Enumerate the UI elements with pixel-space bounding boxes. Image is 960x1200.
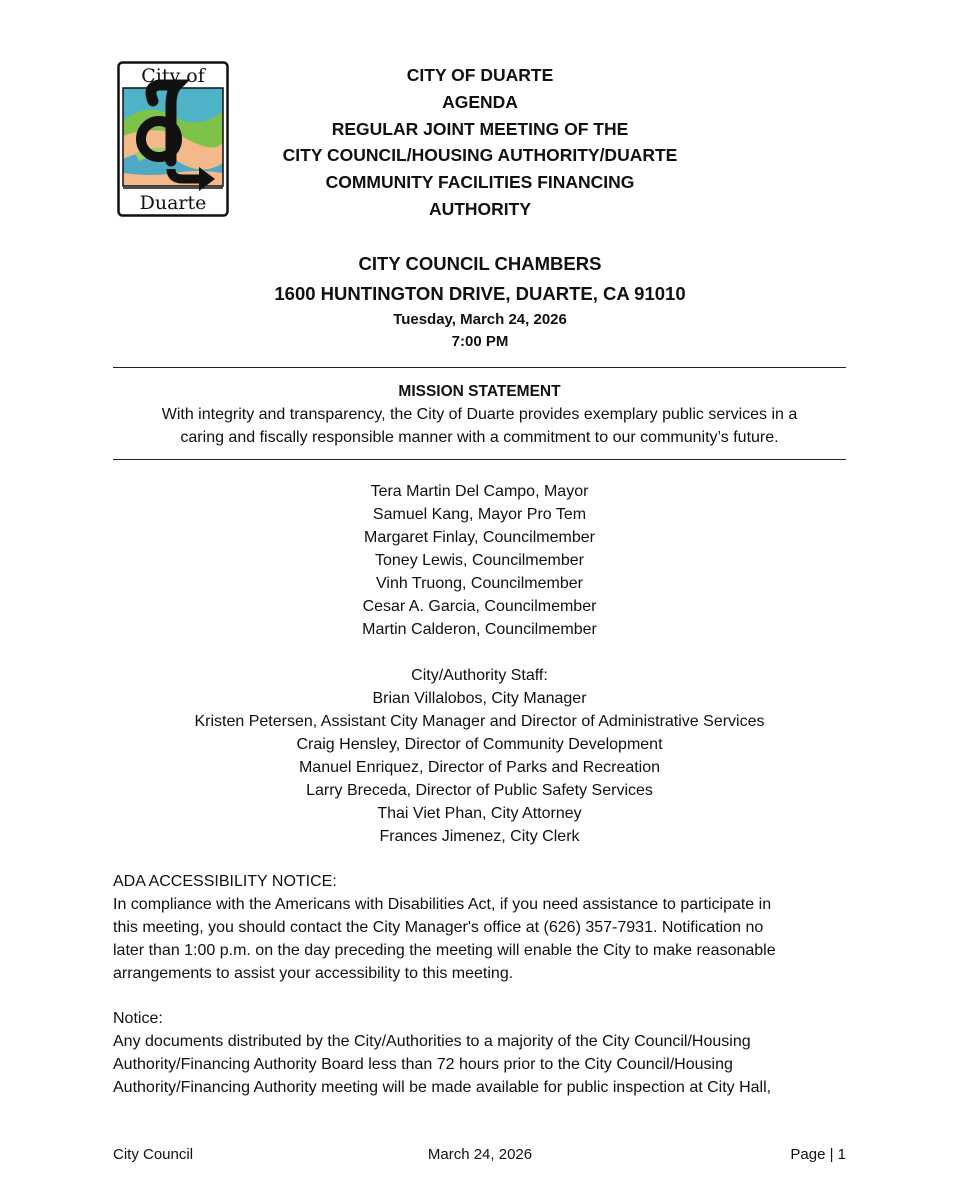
header-line: CITY COUNCIL/HOUSING AUTHORITY/DUARTE (282, 145, 678, 166)
notice-heading: Notice: (113, 1010, 163, 1027)
header-line: AGENDA (442, 91, 518, 112)
logo-top-text: City of (141, 65, 205, 87)
council-member: Cesar A. Garcia, Councilmember (362, 598, 597, 615)
ada-heading: ADA ACCESSIBILITY NOTICE: (113, 873, 337, 890)
meeting-time: 7:00 PM (451, 333, 509, 350)
header-line: REGULAR JOINT MEETING OF THE (331, 118, 629, 139)
page-number: Page | 1 (790, 1146, 846, 1163)
staff-member: Larry Breceda, Director of Public Safety Services (306, 782, 653, 799)
header-line: AUTHORITY (428, 198, 532, 219)
mission-statement (113, 380, 846, 449)
agenda-header (230, 62, 730, 223)
logo-bottom-text: Duarte (139, 192, 207, 214)
council-member: Margaret Finlay, Councilmember (364, 529, 595, 546)
ada-line: In compliance with the Americans with Disabilities Act, if you need assistance to participate in (113, 896, 772, 913)
council-member: Vinh Truong, Councilmember (376, 575, 583, 592)
council-member: Martin Calderon, Councilmember (362, 621, 597, 638)
ada-line: arrangements to assist your accessibility to this meeting. (113, 965, 514, 982)
footer-date: March 24, 2026 (427, 1146, 533, 1163)
staff-member: Craig Hensley, Director of Community Development (296, 736, 663, 753)
notice-line: Authority/Financing Authority meeting will be made available for public inspection at City Hall, (113, 1079, 772, 1096)
venue-address: 1600 HUNTINGTON DRIVE, DUARTE, CA 91010 (274, 283, 686, 304)
staff-member: Frances Jimenez, City Clerk (379, 828, 580, 845)
ada-notice (113, 870, 848, 985)
city-of-duarte-logo (117, 61, 229, 217)
meeting-venue (170, 249, 790, 353)
ada-line: later than 1:00 p.m. on the day preceding the meeting will enable the City to make reasonable (113, 942, 776, 959)
divider-top (113, 367, 846, 368)
footer-left: City Council (113, 1146, 194, 1163)
header-line: CITY OF DUARTE (406, 65, 554, 85)
notice-line: Authority/Financing Authority Board less than 72 hours prior to the City Council/Housing (113, 1056, 733, 1073)
roster (113, 480, 846, 848)
staff-member: Kristen Petersen, Assistant City Manager and Director of Administrative Services (194, 713, 765, 730)
venue-place: CITY COUNCIL CHAMBERS (358, 253, 602, 274)
staff-member: Thai Viet Phan, City Attorney (377, 805, 582, 822)
mission-line: With integrity and transparency, the City of Duarte provides exemplary public services in a (161, 406, 798, 423)
staff-member: Manuel Enriquez, Director of Parks and Recreation (298, 759, 661, 776)
header-line: COMMUNITY FACILITIES FINANCING (325, 172, 635, 193)
staff-heading: City/Authority Staff: (411, 667, 548, 684)
notice-line: Any documents distributed by the City/Authorities to a majority of the City Council/Housing (113, 1033, 751, 1050)
mission-line: caring and fiscally responsible manner with a commitment to our community’s future. (180, 429, 779, 446)
divider-bottom (113, 459, 846, 460)
mission-title: MISSION STATEMENT (398, 383, 561, 400)
ada-line: this meeting, you should contact the City Manager's office at (626) 357-7931. Notification no (113, 919, 764, 936)
council-member: Tera Martin Del Campo, Mayor (370, 483, 589, 500)
staff-member: Brian Villalobos, City Manager (372, 690, 587, 707)
council-member: Toney Lewis, Councilmember (375, 552, 584, 569)
public-notice (113, 1007, 848, 1099)
council-member: Samuel Kang, Mayor Pro Tem (372, 506, 587, 523)
meeting-date: Tuesday, March 24, 2026 (393, 311, 567, 328)
